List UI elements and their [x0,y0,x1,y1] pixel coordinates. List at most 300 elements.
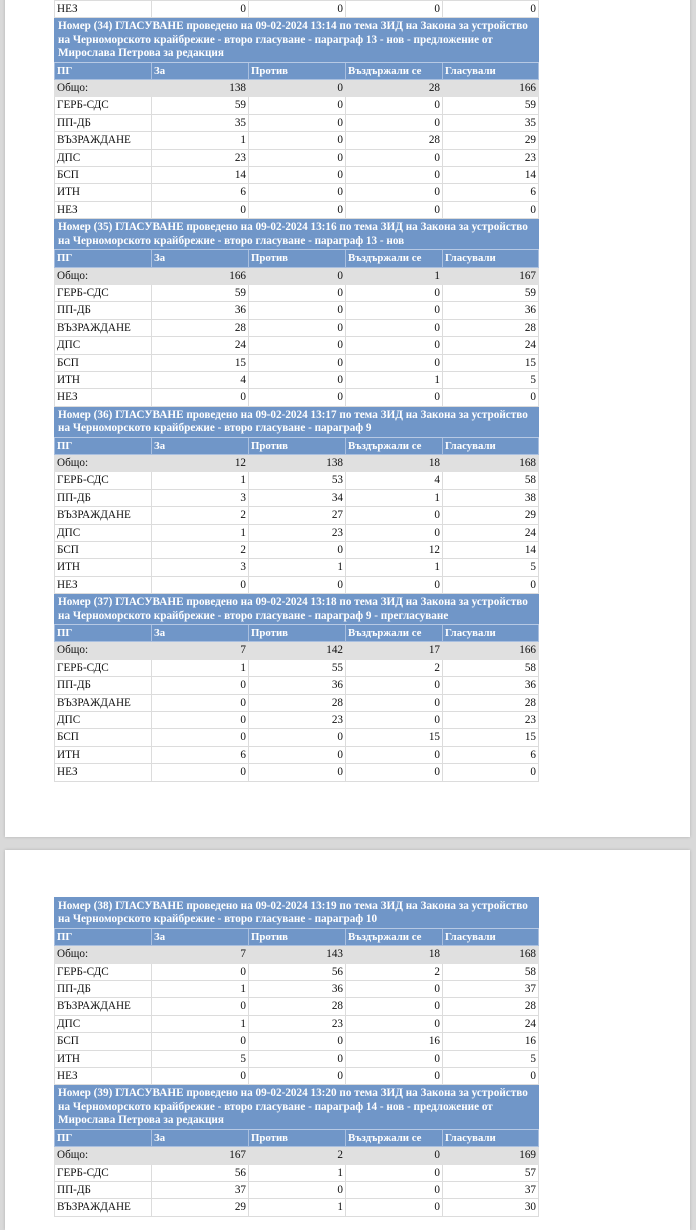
party-row [55,764,539,781]
votes-abstained: 1 [346,371,443,388]
party-name: ГЕРБ-СДС [55,963,152,980]
votes-abstained: 0 [346,1147,443,1164]
party-name: ДПС [55,712,152,729]
header-party: ПГ [55,250,152,267]
votes-total: 59 [443,284,539,301]
votes-for: 0 [152,764,249,781]
votes-against: 0 [249,97,346,114]
votes-abstained: 0 [346,184,443,201]
party-row [55,507,539,524]
vote-title: Номер (36) ГЛАСУВАНЕ проведено на 09-02-2024 13:17 по тема ЗИД на Закона за устройство на Черноморското крайбрежие - второ гласуване - параграф 9 [55,406,539,437]
votes-total: 58 [443,963,539,980]
votes-total: 35 [443,114,539,131]
votes-for: 12 [152,454,249,471]
votes-for: 6 [152,746,249,763]
votes-abstained: 0 [346,284,443,301]
votes-abstained: 0 [346,97,443,114]
party-row [55,371,539,388]
votes-abstained: 0 [346,1164,443,1181]
party-name: ГЕРБ-СДС [55,659,152,676]
document-page-1 [5,0,690,837]
votes-abstained: 18 [346,946,443,963]
total-row [55,642,539,659]
header-voted: Гласували [443,1129,539,1146]
party-row [55,1164,539,1181]
votes-for: 59 [152,284,249,301]
vote-title-row [55,594,539,625]
votes-against: 0 [249,201,346,218]
votes-total: 58 [443,659,539,676]
votes-against: 23 [249,1015,346,1032]
votes-for: 37 [152,1181,249,1198]
votes-abstained: 0 [346,507,443,524]
party-name: БСП [55,542,152,559]
votes-total: 0 [443,1,539,18]
votes-for: 56 [152,1164,249,1181]
votes-abstained: 0 [346,302,443,319]
votes-total: 37 [443,981,539,998]
votes-abstained: 17 [346,642,443,659]
votes-abstained: 0 [346,764,443,781]
party-row [55,659,539,676]
party-row [55,1181,539,1198]
votes-against: 0 [249,576,346,593]
header-party: ПГ [55,928,152,945]
votes-against: 0 [249,1050,346,1067]
votes-total: 23 [443,712,539,729]
column-header-row [55,437,539,454]
votes-for: 5 [152,1050,249,1067]
party-row [55,354,539,371]
header-abstained: Въздържали се [346,250,443,267]
votes-against: 0 [249,132,346,149]
header-for: За [152,625,249,642]
votes-abstained: 0 [346,389,443,406]
votes-total: 0 [443,764,539,781]
votes-against: 0 [249,542,346,559]
votes-for: 1 [152,1015,249,1032]
votes-abstained: 0 [346,1015,443,1032]
party-name: ГЕРБ-СДС [55,1164,152,1181]
votes-for: 1 [152,659,249,676]
header-abstained: Въздържали се [346,928,443,945]
header-against: Против [249,625,346,642]
vote-title-row [55,1085,539,1129]
party-name: ИТН [55,559,152,576]
party-row [55,746,539,763]
votes-abstained: 0 [346,998,443,1015]
votes-against: 53 [249,472,346,489]
votes-abstained: 0 [346,1199,443,1216]
party-row [55,389,539,406]
party-name: Общо: [55,946,152,963]
votes-for: 35 [152,114,249,131]
party-row [55,97,539,114]
votes-abstained: 0 [346,1068,443,1085]
header-voted: Гласували [443,62,539,79]
votes-for: 36 [152,302,249,319]
party-row [55,1015,539,1032]
votes-for: 167 [152,1147,249,1164]
vote-title: Номер (37) ГЛАСУВАНЕ проведено на 09-02-2024 13:18 по тема ЗИД на Закона за устройство на Черноморското крайбрежие - второ гласуване - параграф 9 - прегласуване [55,594,539,625]
votes-against: 0 [249,389,346,406]
votes-for: 0 [152,201,249,218]
header-voted: Гласували [443,250,539,267]
votes-abstained: 0 [346,354,443,371]
party-row [55,1199,539,1216]
votes-abstained: 0 [346,576,443,593]
votes-for: 0 [152,963,249,980]
votes-against: 28 [249,694,346,711]
votes-abstained: 0 [346,1,443,18]
party-row [55,576,539,593]
votes-total: 166 [443,80,539,97]
party-name: НЕЗ [55,201,152,218]
party-row [55,677,539,694]
votes-total: 6 [443,746,539,763]
votes-against: 23 [249,712,346,729]
votes-against: 23 [249,524,346,541]
votes-for: 0 [152,729,249,746]
votes-against: 36 [249,677,346,694]
votes-for: 29 [152,1199,249,1216]
party-name: НЕЗ [55,576,152,593]
votes-total: 0 [443,1068,539,1085]
votes-abstained: 0 [346,319,443,336]
votes-against: 0 [249,1068,346,1085]
votes-for: 3 [152,559,249,576]
votes-total: 15 [443,729,539,746]
party-name: ВЪЗРАЖДАНЕ [55,507,152,524]
votes-abstained: 0 [346,694,443,711]
party-name: Общо: [55,80,152,97]
votes-abstained: 16 [346,1033,443,1050]
votes-for: 23 [152,149,249,166]
votes-against: 27 [249,507,346,524]
votes-for: 1 [152,472,249,489]
votes-abstained: 0 [346,1181,443,1198]
votes-total: 5 [443,371,539,388]
votes-against: 1 [249,1164,346,1181]
votes-for: 0 [152,1,249,18]
party-name: ВЪЗРАЖДАНЕ [55,1199,152,1216]
votes-total: 30 [443,1199,539,1216]
votes-for: 15 [152,354,249,371]
votes-against: 0 [249,371,346,388]
party-name: ПП-ДБ [55,1181,152,1198]
party-row [55,998,539,1015]
party-name: ДПС [55,337,152,354]
party-row [55,167,539,184]
votes-against: 0 [249,764,346,781]
votes-abstained: 0 [346,712,443,729]
header-party: ПГ [55,437,152,454]
votes-against: 2 [249,1147,346,1164]
votes-for: 6 [152,184,249,201]
party-row [55,1,539,18]
votes-total: 16 [443,1033,539,1050]
votes-total: 58 [443,472,539,489]
votes-total: 5 [443,559,539,576]
votes-total: 36 [443,677,539,694]
votes-total: 28 [443,694,539,711]
party-name: ВЪЗРАЖДАНЕ [55,998,152,1015]
votes-total: 29 [443,507,539,524]
party-row [55,712,539,729]
votes-against: 56 [249,963,346,980]
votes-for: 24 [152,337,249,354]
votes-total: 0 [443,201,539,218]
party-row [55,201,539,218]
header-against: Против [249,250,346,267]
votes-against: 0 [249,284,346,301]
votes-total: 15 [443,354,539,371]
party-name: Общо: [55,454,152,471]
party-name: ГЕРБ-СДС [55,97,152,114]
votes-total: 167 [443,267,539,284]
party-name: ДПС [55,1015,152,1032]
document-page-2 [5,850,690,1230]
votes-for: 14 [152,167,249,184]
vote-title: Номер (38) ГЛАСУВАНЕ проведено на 09-02-2024 13:19 по тема ЗИД на Закона за устройство на Черноморското крайбрежие - второ гласуване - параграф 10 [55,898,539,929]
votes-total: 28 [443,998,539,1015]
votes-abstained: 18 [346,454,443,471]
vote-title: Номер (35) ГЛАСУВАНЕ проведено на 09-02-2024 13:16 по тема ЗИД на Закона за устройство на Черноморското крайбрежие - второ гласуване - параграф 13 - нов [55,219,539,250]
votes-total: 24 [443,337,539,354]
votes-against: 138 [249,454,346,471]
votes-against: 0 [249,337,346,354]
votes-for: 2 [152,507,249,524]
votes-for: 4 [152,371,249,388]
votes-against: 0 [249,184,346,201]
votes-abstained: 0 [346,337,443,354]
vote-title: Номер (39) ГЛАСУВАНЕ проведено на 09-02-2024 13:20 по тема ЗИД на Закона за устройство на Черноморското крайбрежие - второ гласуване - параграф 14 - нов - предложение от Мирослава Петрова за редакция [55,1085,539,1129]
votes-for: 2 [152,542,249,559]
votes-total: 6 [443,184,539,201]
votes-total: 168 [443,454,539,471]
vote-title-row [55,219,539,250]
party-row [55,472,539,489]
party-name: ИТН [55,1050,152,1067]
votes-for: 7 [152,946,249,963]
party-name: ДПС [55,524,152,541]
header-party: ПГ [55,62,152,79]
votes-against: 36 [249,981,346,998]
party-name: ПП-ДБ [55,677,152,694]
party-name: ДПС [55,149,152,166]
votes-abstained: 1 [346,489,443,506]
votes-against: 0 [249,1,346,18]
header-voted: Гласували [443,625,539,642]
votes-total: 57 [443,1164,539,1181]
party-row [55,1050,539,1067]
party-name: НЕЗ [55,764,152,781]
party-row [55,337,539,354]
votes-against: 0 [249,354,346,371]
party-row [55,981,539,998]
party-row [55,114,539,131]
party-row [55,694,539,711]
party-row [55,184,539,201]
votes-abstained: 0 [346,167,443,184]
votes-against: 0 [249,1033,346,1050]
votes-against: 1 [249,559,346,576]
party-name: ГЕРБ-СДС [55,472,152,489]
votes-total: 23 [443,149,539,166]
votes-total: 168 [443,946,539,963]
votes-total: 59 [443,97,539,114]
votes-against: 0 [249,729,346,746]
party-name: ИТН [55,184,152,201]
votes-abstained: 1 [346,559,443,576]
total-row [55,946,539,963]
votes-against: 0 [249,319,346,336]
votes-for: 0 [152,389,249,406]
party-row [55,284,539,301]
votes-abstained: 0 [346,677,443,694]
column-header-row [55,62,539,79]
party-name: ИТН [55,371,152,388]
column-header-row [55,1129,539,1146]
total-row [55,454,539,471]
votes-abstained: 2 [346,963,443,980]
header-party: ПГ [55,1129,152,1146]
votes-against: 0 [249,149,346,166]
vote-title-row [55,18,539,62]
votes-against: 28 [249,998,346,1015]
party-row [55,489,539,506]
party-name: ПП-ДБ [55,981,152,998]
header-abstained: Въздържали се [346,1129,443,1146]
votes-abstained: 1 [346,267,443,284]
votes-abstained: 2 [346,659,443,676]
votes-total: 14 [443,167,539,184]
votes-for: 0 [152,998,249,1015]
party-name: ПП-ДБ [55,114,152,131]
votes-for: 0 [152,712,249,729]
header-for: За [152,250,249,267]
header-abstained: Въздържали се [346,437,443,454]
party-name: БСП [55,167,152,184]
votes-abstained: 0 [346,981,443,998]
votes-abstained: 0 [346,746,443,763]
votes-total: 169 [443,1147,539,1164]
votes-abstained: 0 [346,114,443,131]
party-name: НЕЗ [55,1,152,18]
party-row [55,524,539,541]
total-row [55,80,539,97]
party-name: Общо: [55,1147,152,1164]
votes-abstained: 0 [346,524,443,541]
votes-against: 0 [249,114,346,131]
party-name: НЕЗ [55,389,152,406]
header-against: Против [249,437,346,454]
votes-for: 1 [152,132,249,149]
column-header-row [55,250,539,267]
votes-table [54,897,539,1217]
votes-for: 1 [152,524,249,541]
party-row [55,319,539,336]
party-row [55,963,539,980]
votes-against: 34 [249,489,346,506]
header-voted: Гласували [443,437,539,454]
votes-abstained: 0 [346,149,443,166]
votes-total: 5 [443,1050,539,1067]
header-for: За [152,62,249,79]
party-name: ВЪЗРАЖДАНЕ [55,319,152,336]
party-name: ИТН [55,746,152,763]
party-name: Общо: [55,642,152,659]
party-row [55,1033,539,1050]
votes-abstained: 15 [346,729,443,746]
header-against: Против [249,928,346,945]
header-abstained: Въздържали се [346,625,443,642]
votes-for: 28 [152,319,249,336]
votes-abstained: 28 [346,132,443,149]
votes-against: 55 [249,659,346,676]
votes-for: 166 [152,267,249,284]
votes-table [54,0,539,782]
votes-against: 143 [249,946,346,963]
votes-total: 36 [443,302,539,319]
votes-against: 142 [249,642,346,659]
header-voted: Гласували [443,928,539,945]
votes-total: 24 [443,1015,539,1032]
votes-for: 0 [152,576,249,593]
votes-against: 0 [249,80,346,97]
header-for: За [152,1129,249,1146]
votes-for: 1 [152,981,249,998]
votes-abstained: 0 [346,1050,443,1067]
party-name: ПП-ДБ [55,302,152,319]
party-row [55,1068,539,1085]
votes-for: 59 [152,97,249,114]
votes-total: 38 [443,489,539,506]
votes-total: 14 [443,542,539,559]
votes-for: 0 [152,677,249,694]
header-for: За [152,928,249,945]
votes-total: 0 [443,576,539,593]
header-abstained: Въздържали се [346,62,443,79]
votes-for: 7 [152,642,249,659]
vote-title: Номер (34) ГЛАСУВАНЕ проведено на 09-02-2024 13:14 по тема ЗИД на Закона за устройство на Черноморското крайбрежие - второ гласуване - параграф 13 - нов - предложение от Мирослава Петрова за редакция [55,18,539,62]
votes-total: 0 [443,389,539,406]
votes-total: 24 [443,524,539,541]
votes-for: 0 [152,1033,249,1050]
votes-total: 166 [443,642,539,659]
header-against: Против [249,1129,346,1146]
votes-against: 0 [249,746,346,763]
column-header-row [55,928,539,945]
votes-abstained: 12 [346,542,443,559]
votes-abstained: 4 [346,472,443,489]
party-row [55,149,539,166]
party-name: НЕЗ [55,1068,152,1085]
votes-total: 28 [443,319,539,336]
party-name: БСП [55,1033,152,1050]
votes-abstained: 28 [346,80,443,97]
votes-against: 0 [249,167,346,184]
total-row [55,267,539,284]
votes-for: 138 [152,80,249,97]
party-name: ГЕРБ-СДС [55,284,152,301]
party-row [55,132,539,149]
party-name: ПП-ДБ [55,489,152,506]
party-name: ВЪЗРАЖДАНЕ [55,694,152,711]
party-name: БСП [55,729,152,746]
column-header-row [55,625,539,642]
party-row [55,729,539,746]
